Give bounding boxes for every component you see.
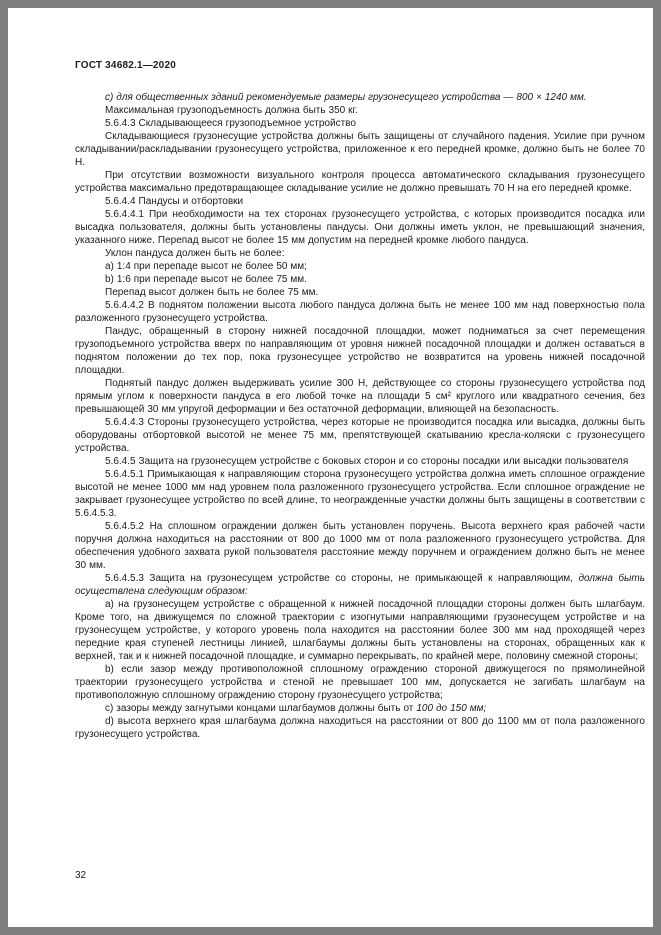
paragraph (75, 273, 645, 286)
paragraph-text: b) 1:6 при перепаде высот не более 75 мм. (105, 274, 307, 285)
paragraph-text-italic: 100 до 150 мм; (416, 703, 487, 714)
paragraph-text: 5.6.4.4.1 При необходимости на тех сторонах грузонесущего устройства, с которых производится посадка или высадка пользователя, должны быть установлены пандусы. Они должны иметь уклон, не превышающий значения, указанного ниже. Перепад высот не более 15 мм допустим на передней кромке любого пандуса. (75, 209, 645, 246)
paragraph (75, 416, 645, 455)
paragraph (75, 117, 645, 130)
paragraph-text: b) если зазор между противоположной сплошному ограждению стороной движущегося по прямолинейной траектории грузонесущего устройства и стеной не превышает 100 мм, допускается не загибать шлагбаум на противоположную сплошному ограждению сторону грузонесущего устройства; (75, 664, 645, 701)
document-standard-header: ГОСТ 34682.1—2020 (75, 60, 176, 71)
paragraph (75, 130, 645, 169)
paragraph (75, 455, 645, 468)
page-content (75, 60, 645, 741)
paragraph (75, 468, 645, 520)
paragraph (75, 169, 645, 195)
paragraph-text: c) зазоры между загнутыми концами шлагбаумов должны быть от (105, 703, 417, 714)
paragraph (75, 377, 645, 416)
paragraphs (75, 91, 645, 741)
paragraph-text: Уклон пандуса должен быть не более: (105, 248, 285, 259)
paragraph-text: 5.6.4.5.1 Примыкающая к направляющим сторона грузонесущего устройства должна иметь сплошное ограждение высотой не менее 1000 мм над уровнем пола разложенного грузонесущего устройства. Если сплошное ограждение не закрывает грузонесущее устройство по всей длине, то неогражденные участки должны быть защищены в соответствии с 5.6.4.5.3. (75, 469, 645, 519)
paragraph (75, 208, 645, 247)
paragraph-text: При отсутствии возможности визуального контроля процесса автоматического складывания грузонесущего устройства максимально предотвращающее складывание усилие не должно превышать 70 Н на его передней кромке. (75, 170, 645, 194)
paragraph (75, 325, 645, 377)
paragraph (75, 260, 645, 273)
paragraph-text: Пандус, обращенный в сторону нижней посадочной площадки, может подниматься за счет перемещения грузоподъемного устройства вверх по направляющим от уровня нижней посадочной площадки и должен оставаться в поднятом положении до тех пор, пока грузонесущее устройство не возвратится на уровень нижней посадочной площадки. (75, 326, 645, 376)
paragraph (75, 299, 645, 325)
paragraph-text: Поднятый пандус должен выдерживать усилие 300 Н, действующее со стороны грузонесущего устройства под прямым углом к поверхности пандуса в его любой точке на площади 5 см² круглого или квадратного сечения, без превышающей 30 мм упругой деформации и без остаточной деформации, влияющей на безопасность. (75, 378, 645, 415)
paragraph-text: 5.6.4.3 Складывающееся грузоподъемное устройство (105, 118, 356, 129)
paragraph-text: 5.6.4.4.3 Стороны грузонесущего устройства, через которые не производится посадка или высадка, должны быть оборудованы отбортовкой высотой не менее 75 мм, препятствующей скатыванию кресла-коляски с грузонесущего устройства. (75, 417, 645, 454)
paragraph-text: 5.6.4.5 Защита на грузонесущем устройстве с боковых сторон и со стороны посадки или высадки пользователя (105, 456, 629, 467)
paragraph (75, 91, 645, 104)
paragraph (75, 715, 645, 741)
paragraph-text: 5.6.4.4.2 В поднятом положении высота любого пандуса должна быть не менее 100 мм над поверхностью пола разложенного грузонесущего устройства. (75, 300, 645, 324)
paragraph-text: Перепад высот должен быть не более 75 мм. (105, 287, 319, 298)
paragraph-text: d) высота верхнего края шлагбаума должна находиться на расстоянии от 800 до 1100 мм от пола разложенного грузонесущего устройства. (75, 716, 645, 740)
page-number: 32 (75, 870, 87, 881)
paragraph (75, 104, 645, 117)
paragraph-text: a) 1:4 при перепаде высот не более 50 мм; (105, 261, 307, 272)
paragraph-text: 5.6.4.5.2 На сплошном ограждении должен быть установлен поручень. Высота верхнего края рабочей части поручня должна находиться на расстоянии от 800 до 1000 мм от пола разложенного грузонесущего устройства. Для обеспечения удобного захвата рукой пользователя расстояние между поручнем и ограждением должно быть не менее 30 мм. (75, 521, 645, 571)
paragraph (75, 702, 645, 715)
paragraph (75, 286, 645, 299)
paragraph-text: Максимальная грузоподъемность должна быть 350 кг. (105, 105, 358, 116)
paragraph (75, 572, 645, 598)
paragraph-text-italic: должна быть осуществлена следующим образом: (75, 573, 645, 597)
paragraph-text: a) на грузонесущем устройстве с обращенной к нижней посадочной площадки стороны должен быть шлагбаум. Кроме того, на движущемся по сложной траектории с изогнутыми направляющими грузонесущем устройстве и на грузонесущем устройстве, у которого уровень пола находится на расстоянии более 300 мм над проходящей через передние края ступеней лестницы линией, шлагбаумы должны быть установлены на сторонах, обращенных как к верхней, так и к нижней посадочной площадке, и суммарно перекрывать, по крайней мере, половину смежной стороны; (75, 599, 645, 662)
paragraph-text: 5.6.4.4 Пандусы и отбортовки (105, 196, 244, 207)
paragraph (75, 663, 645, 702)
paragraph-text-italic: c) для общественных зданий рекомендуемые размеры грузонесущего устройства — 800 × 1240 мм. (105, 92, 587, 103)
paragraph (75, 520, 645, 572)
document-page (8, 8, 653, 927)
paragraph (75, 247, 645, 260)
paragraph (75, 195, 645, 208)
paragraph-text: Складывающиеся грузонесущие устройства должны быть защищены от случайного падения. Усилие при ручном складывании/раскладывании грузонесущего устройства, приложенное к его передней кромке, должно быть не более 70 Н. (75, 131, 645, 168)
paragraph-text: 5.6.4.5.3 Защита на грузонесущем устройстве со стороны, не примыкающей к направляющим, (105, 573, 579, 584)
paragraph (75, 598, 645, 663)
